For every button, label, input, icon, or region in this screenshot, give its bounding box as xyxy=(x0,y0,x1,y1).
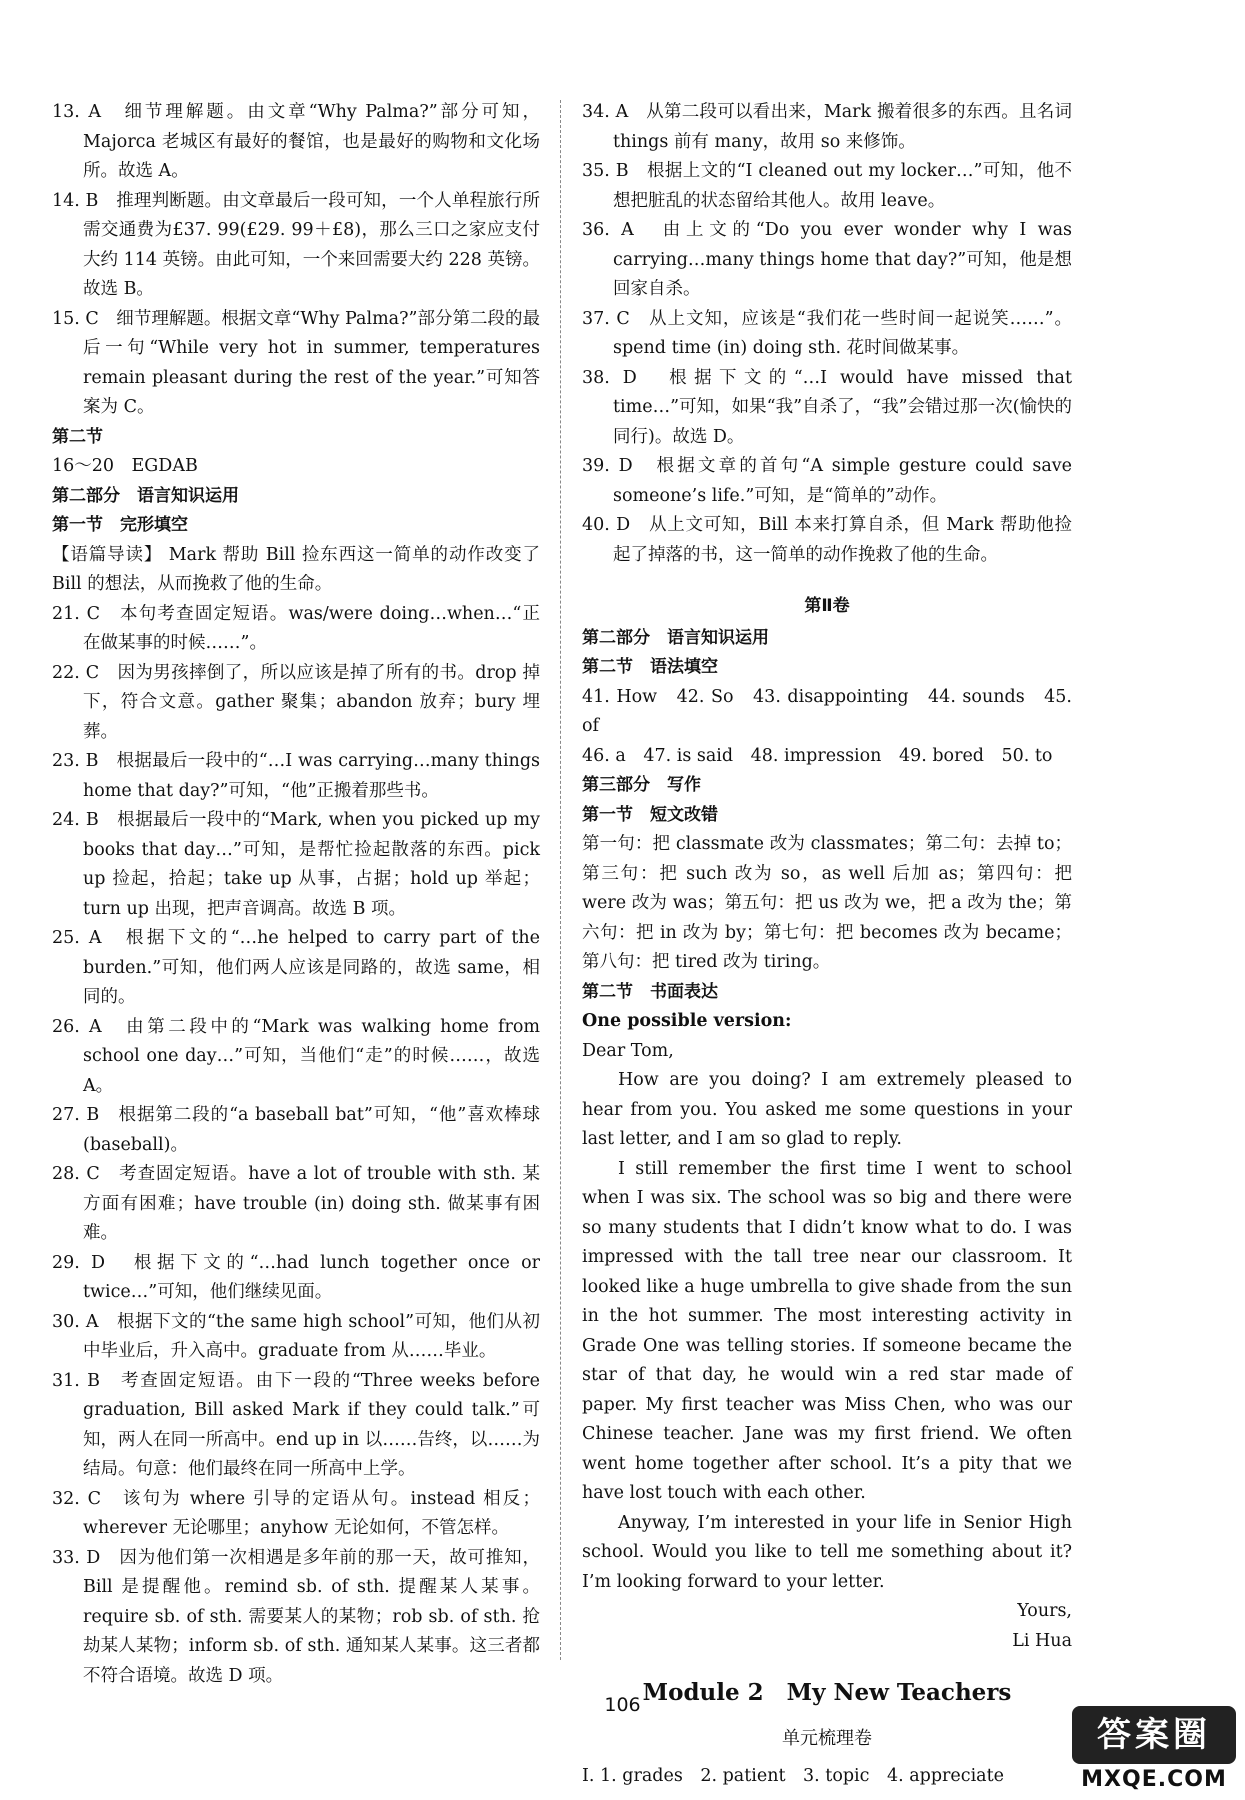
answer-39: 39. D 根据文章的首句“A simple gesture could save someone’s life.”可知，是“简单的”动作。 xyxy=(582,456,1072,506)
volume-heading: 第Ⅱ卷 xyxy=(804,596,850,616)
version-label: One possible version: xyxy=(582,1011,792,1031)
answer-40: 40. D 从上文可知，Bill 本来打算自杀，但 Mark 帮助他捡起了掉落的书，这一简单的动作挽救了他的生命。 xyxy=(582,515,1072,565)
answer-29: 29. D 根据下文的“…had lunch together once or twice…”可知，他们继续见面。 xyxy=(52,1252,540,1302)
column-divider xyxy=(560,100,561,1660)
passage-guide: 【语篇导读】 Mark 帮助 Bill 捡东西这一简单的动作改变了 Bill 的想法，从而挽救了他的生命。 xyxy=(52,544,540,594)
answer-36: 36. A 由上文的“Do you ever wonder why I was carrying…many things home that day?”可知，他是想回家自杀。 xyxy=(582,220,1072,299)
answer-21: 21. C 本句考查固定短语。was/were doing…when…“正在做某事的时候……”。 xyxy=(52,603,540,653)
module-title: Module 2 My New Teachers xyxy=(642,1679,1012,1706)
answer-27: 27. B 根据第二段的“a baseball bat”可知，“他”喜欢棒球(baseball)。 xyxy=(52,1105,540,1155)
letter-closing: Yours, xyxy=(1017,1601,1072,1621)
part-heading: 第二部分 语言知识运用 xyxy=(52,485,239,506)
grammar-answers-2: 46. a 47. is said 48. impression 49. bored 50. to xyxy=(582,745,1053,766)
part-heading-3: 第三部分 写作 xyxy=(582,775,701,795)
right-column xyxy=(582,98,1072,1792)
answer-35: 35. B 根据上文的“I cleaned out my locker…”可知，他不想把脏乱的状态留给其他人。故用 leave。 xyxy=(582,161,1072,211)
letter-paragraph-1: How are you doing? I am extremely pleased to hear from you. You asked me some questions in your last letter, and I am so glad to reply. xyxy=(582,1070,1072,1149)
letter-salutation: Dear Tom, xyxy=(582,1040,674,1061)
answer-14: 14. B 推理判断题。由文章最后一段可知，一个人单程旅行所需交通费为£37. 99(£29. 99＋£8)，那么三口之家应支付大约 114 英镑。由此可知，一个来回需要大约 228 英镑。故选 B。 xyxy=(52,190,540,299)
answer-34: 34. A 从第二段可以看出来，Mark 搬着很多的东西。且名词 things 前有 many，故用 so 来修饰。 xyxy=(582,102,1072,152)
page-number: 106 xyxy=(604,1694,641,1716)
letter-paragraph-2: I still remember the first time I went to school when I was six. The school was so big and there were so many students that I didn’t know what to do. I was impressed with the tall tree near our classroom. It looked like a huge umbrella to give shade from the sun in the hot summer. The most interesting activity in Grade One was telling stories. If someone became the star of that day, he would win a red star made of paper. My first teacher was Miss Chen, who was our Chinese teacher. Jane was my first friend. We often went home together after school. It’s a pity that we have lost touch with each other. xyxy=(582,1158,1072,1503)
unit-title: 单元梳理卷 xyxy=(782,1728,872,1749)
answer-32: 32. C 该句为 where 引导的定语从句。instead 相反；wherever 无论哪里；anyhow 无论如何，不管怎样。 xyxy=(52,1488,540,1538)
answer-38: 38. D 根据下文的“…I would have missed that time…”可知，如果“我”自杀了，“我”会错过那一次(愉快的同行)。故选 D。 xyxy=(582,367,1072,447)
letter-paragraph-3: Anyway, I’m interested in your life in Senior High school. Would you like to tell me something about it? I’m looking forward to your letter. xyxy=(582,1512,1072,1592)
grammar-answers-1: 41. How 42. So 43. disappointing 44. sounds 45. of xyxy=(582,686,1072,736)
left-column xyxy=(52,98,540,1691)
answer-28: 28. C 考查固定短语。have a lot of trouble with sth. 某方面有困难；have trouble (in) doing sth. 做某事有困难。 xyxy=(52,1164,540,1243)
answer-23: 23. B 根据最后一段中的“…I was carrying…many things home that day?”可知，“他”正搬着那些书。 xyxy=(52,751,540,801)
correction-text: 第一句：把 classmate 改为 classmates；第二句：去掉 to；第三句：把 such 改为 so，as well 后加 as；第四句：把 were 改为 was；第五句：把 us 改为 we，把 a 改为 the；第六句：把 in 改为 by；第七句：把 becomes 改为 became；第八句：把 tired 改为 tiring。 xyxy=(582,834,1072,972)
answer-31: 31. B 考查固定短语。由下一段的“Three weeks before graduation, Bill asked Mark if they could talk.”可知，两人在同一所高中。end up in 以……告终，以……为结局。句意：他们最终在同一所高中上学。 xyxy=(52,1370,540,1479)
watermark-url: MXQE.COM xyxy=(1081,1767,1227,1792)
site-watermark xyxy=(1068,1706,1240,1796)
letter-signature: Li Hua xyxy=(1012,1630,1072,1651)
section-heading-correction: 第一节 短文改错 xyxy=(582,804,718,825)
answer-26: 26. A 由第二段中的“Mark was walking home from school one day…”可知，当他们“走”的时候……，故选 A。 xyxy=(52,1016,540,1096)
answer-30: 30. A 根据下文的“the same high school”可知，他们从初中毕业后，升入高中。graduate from 从……毕业。 xyxy=(52,1311,540,1361)
section-heading-writing: 第二节 书面表达 xyxy=(582,981,718,1002)
vocab-answers: Ⅰ. 1. grades 2. patient 3. topic 4. appreciate xyxy=(582,1766,1004,1786)
section-heading-cloze: 第一节 完形填空 xyxy=(52,515,188,535)
watermark-logo-text: 答案圈 xyxy=(1072,1706,1236,1764)
section-heading: 第二节 xyxy=(52,426,103,447)
answer-13: 13. A 细节理解题。由文章“Why Palma?”部分可知，Majorca 老城区有最好的餐馆，也是最好的购物和文化场所。故选 A。 xyxy=(52,102,540,181)
answer-25: 25. A 根据下文的“…he helped to carry part of the burden.”可知，他们两人应该是同路的，故选 same，相同的。 xyxy=(52,928,540,1007)
answer-16-20: 16～20 EGDAB xyxy=(52,456,198,476)
answer-24: 24. B 根据最后一段中的“Mark, when you picked up my books that day…”可知，是帮忙捡起散落的东西。pick up 捡起，拾起；take up 从事，占据；hold up 举起；turn up 出现，把声音调高。故选 B 项。 xyxy=(52,810,540,919)
answer-37: 37. C 从上文知，应该是“我们花一些时间一起说笑……”。spend time (in) doing sth. 花时间做某事。 xyxy=(582,308,1072,358)
answer-33: 33. D 因为他们第一次相遇是多年前的那一天，故可推知，Bill 是提醒他。remind sb. of sth. 提醒某人某事。require sb. of sth. 需要某人的某物；rob sb. of sth. 抢劫某人某物；inform sb. of sth. 通知某人某事。这三者都不符合语境。故选 D 项。 xyxy=(52,1547,540,1686)
part-heading-2: 第二部分 语言知识运用 xyxy=(582,627,769,648)
section-heading-grammar: 第二节 语法填空 xyxy=(582,657,718,677)
answer-22: 22. C 因为男孩摔倒了，所以应该是掉了所有的书。drop 掉下，符合文意。gather 聚集；abandon 放弃；bury 埋葬。 xyxy=(52,662,540,742)
answer-15: 15. C 细节理解题。根据文章“Why Palma?”部分第二段的最后一句“While very hot in summer, temperatures remain pleasant during the rest of the year.”可知答案为 C。 xyxy=(52,308,540,417)
